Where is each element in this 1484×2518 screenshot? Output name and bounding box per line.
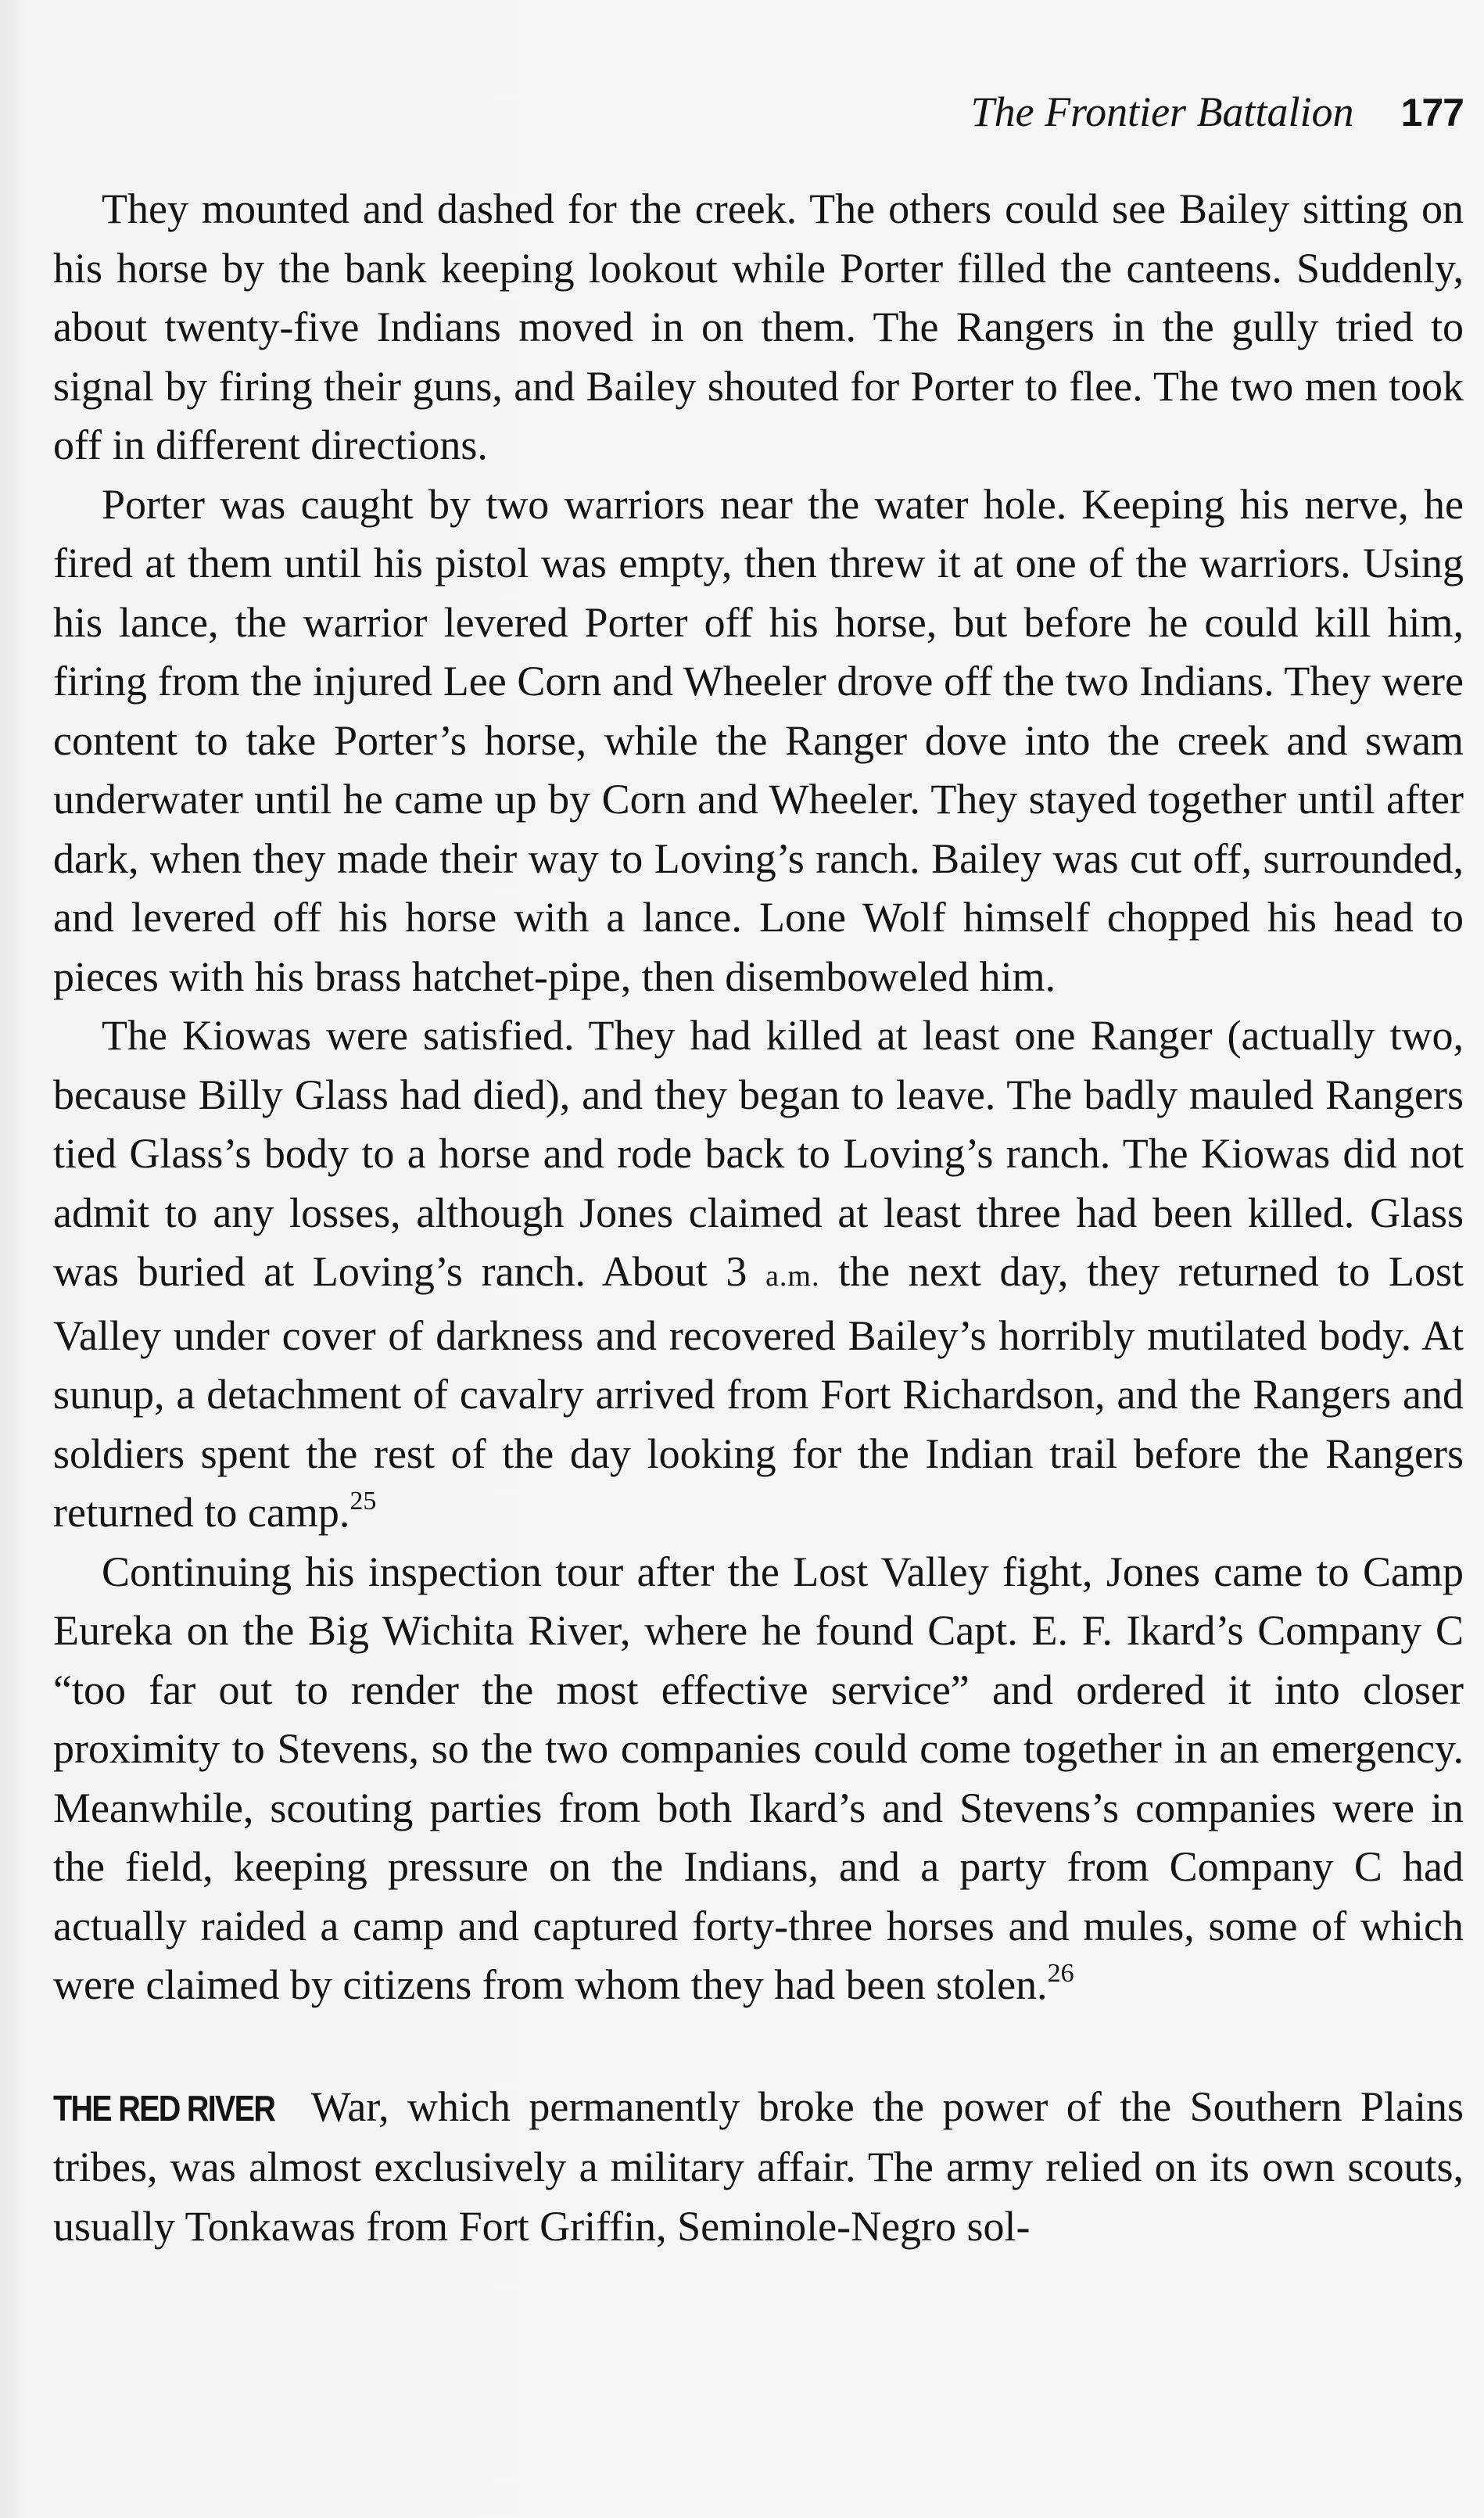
footnote-ref-25[interactable]: 25 xyxy=(349,1487,377,1515)
paragraph-3-text-b: the next day, they returned to Lost Valley under cover of darkness and recovered Bailey’s horribly mutilated body. At sunup, a detachment of cavalry arrived from Fort Richardson, and the Rangers and soldiers spent the rest of the day looking for the Indian trail before the Rangers returned to camp. xyxy=(53,1248,1464,1536)
footnote-ref-26[interactable]: 26 xyxy=(1047,1959,1074,1988)
paragraph-2: Porter was caught by two warriors near the water hole. Keeping his nerve, he fired at them until his pistol was empty, then threw it at one of the warriors. Using his lance, the warrior levered Porter off his horse, but before he could kill him, firing from the injured Lee Corn and Wheeler drove off the two Indians. They were content to take Porter’s horse, while the Ranger dove into the creek and swam underwater until he came up by Corn and Wheeler. They stayed together until after dark, when they made their way to Loving’s ranch. Bailey was cut off, surrounded, and levered off his horse with a lance. Lone Wolf himself chopped his head to pieces with his brass hatchet-pipe, then disemboweled him. xyxy=(53,480,1464,1000)
body-text xyxy=(53,180,1464,2256)
section-run-in-heading: THE RED RIVER xyxy=(53,2087,275,2129)
running-head xyxy=(971,84,1464,139)
paragraph-1: They mounted and dashed for the creek. The others could see Bailey sitting on his horse by the bank keeping lookout while Porter filled the canteens. Suddenly, about twenty-five Indians moved in on them. The Rangers in the gully tried to signal by firing their guns, and Bailey shouted for Porter to flee. The two men took off in different directions. xyxy=(53,185,1464,468)
paragraph-3-text-a: The Kiowas were satisfied. They had killed at least one Ranger (actually two, because Billy Glass had died), and they began to leave. The badly mauled Rangers tied Glass’s body to a horse and rode back to Loving’s ranch. The Kiowas did not admit to any losses, although Jones claimed at least three had been killed. Glass was buried at Loving’s ranch. About 3 xyxy=(53,1012,1464,1295)
paragraph-4-text: Continuing his inspection tour after the Lost Valley fight, Jones came to Camp Eureka on the Big Wichita River, where he found Capt. E. F. Ikard’s Company C “too far out to render the most effective service” and ordered it into closer proximity to Stevens, so the two companies could come together in an emergency. Meanwhile, scouting parties from both Ikard’s and Stevens’s companies were in the field, keeping pressure on the Indians, and a party from Company C had actually raided a camp and captured forty-three horses and mules, some of which were claimed by citizens from whom they had been stolen. xyxy=(53,1548,1464,2008)
paragraph-5 xyxy=(53,2078,1464,2257)
paragraph-3 xyxy=(53,1006,1464,1543)
running-title: The Frontier Battalion xyxy=(970,88,1354,135)
time-abbreviation: a.m. xyxy=(765,1260,820,1293)
page-number: 177 xyxy=(1400,91,1464,135)
paragraph-4 xyxy=(53,1543,1464,2015)
paragraph-5-text: War, which permanently broke the power of the Southern Plains tribes, was almost exclusively a military affair. The army relied on its own scouts, usually Tonkawas from Fort Griffin, Seminole-Negro sol- xyxy=(53,2082,1464,2250)
